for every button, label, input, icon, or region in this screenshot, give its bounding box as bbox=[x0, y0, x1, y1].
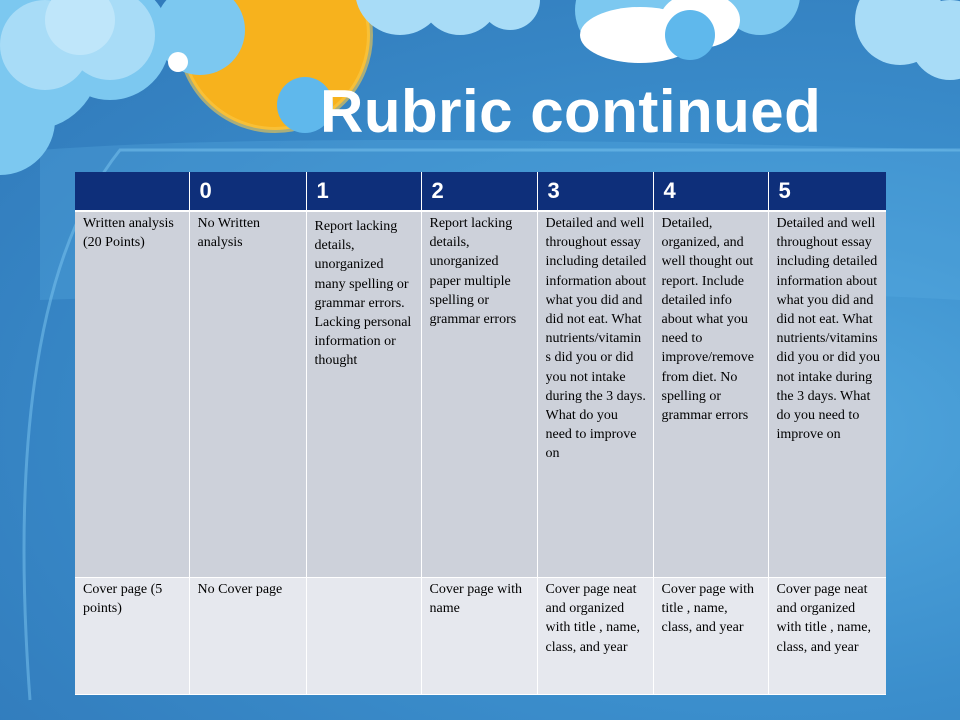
header-score-4: 4 bbox=[653, 172, 768, 211]
header-score-2: 2 bbox=[421, 172, 537, 211]
score-cell: No Cover page bbox=[189, 578, 306, 695]
score-cell: Cover page neat and organized with title , name, class, and year bbox=[537, 578, 653, 695]
criterion-cell: Written analysis (20 Points) bbox=[75, 211, 189, 578]
header-blank bbox=[75, 172, 189, 211]
score-cell: Report lacking details, unorganized many spelling or grammar errors. Lacking personal information or thought bbox=[306, 211, 421, 578]
score-cell: Cover page with title , name, class, and year bbox=[653, 578, 768, 695]
score-cell: Detailed and well throughout essay including detailed information about what you did and did not eat. What nutrients/vitamins did you or did you not intake during the 3 days. What do you need to improve on bbox=[768, 211, 886, 578]
header-row bbox=[75, 172, 886, 211]
header-score-3: 3 bbox=[537, 172, 653, 211]
score-cell: No Written analysis bbox=[189, 211, 306, 578]
score-cell: Detailed and well throughout essay including detailed information about what you did and did not eat. What nutrients/vitamins did you or did you not intake during the 3 days. What do you need to improve on bbox=[537, 211, 653, 578]
table-row bbox=[75, 578, 886, 695]
criterion-cell: Cover page (5 points) bbox=[75, 578, 189, 695]
score-cell bbox=[306, 578, 421, 695]
header-score-5: 5 bbox=[768, 172, 886, 211]
score-cell: Cover page neat and organized with title , name, class, and year bbox=[768, 578, 886, 695]
score-cell: Detailed, organized, and well thought out report. Include detailed info about what you need to improve/remove from diet. No spelling or grammar errors bbox=[653, 211, 768, 578]
rubric-table bbox=[75, 172, 886, 695]
cloud-top-middle bbox=[355, 0, 540, 35]
table-row bbox=[75, 211, 886, 578]
header-score-1: 1 bbox=[306, 172, 421, 211]
score-cell: Report lacking details, unorganized paper multiple spelling or grammar errors bbox=[421, 211, 537, 578]
score-cell: Cover page with name bbox=[421, 578, 537, 695]
header-score-0: 0 bbox=[189, 172, 306, 211]
slide-title: Rubric continued bbox=[320, 78, 822, 145]
